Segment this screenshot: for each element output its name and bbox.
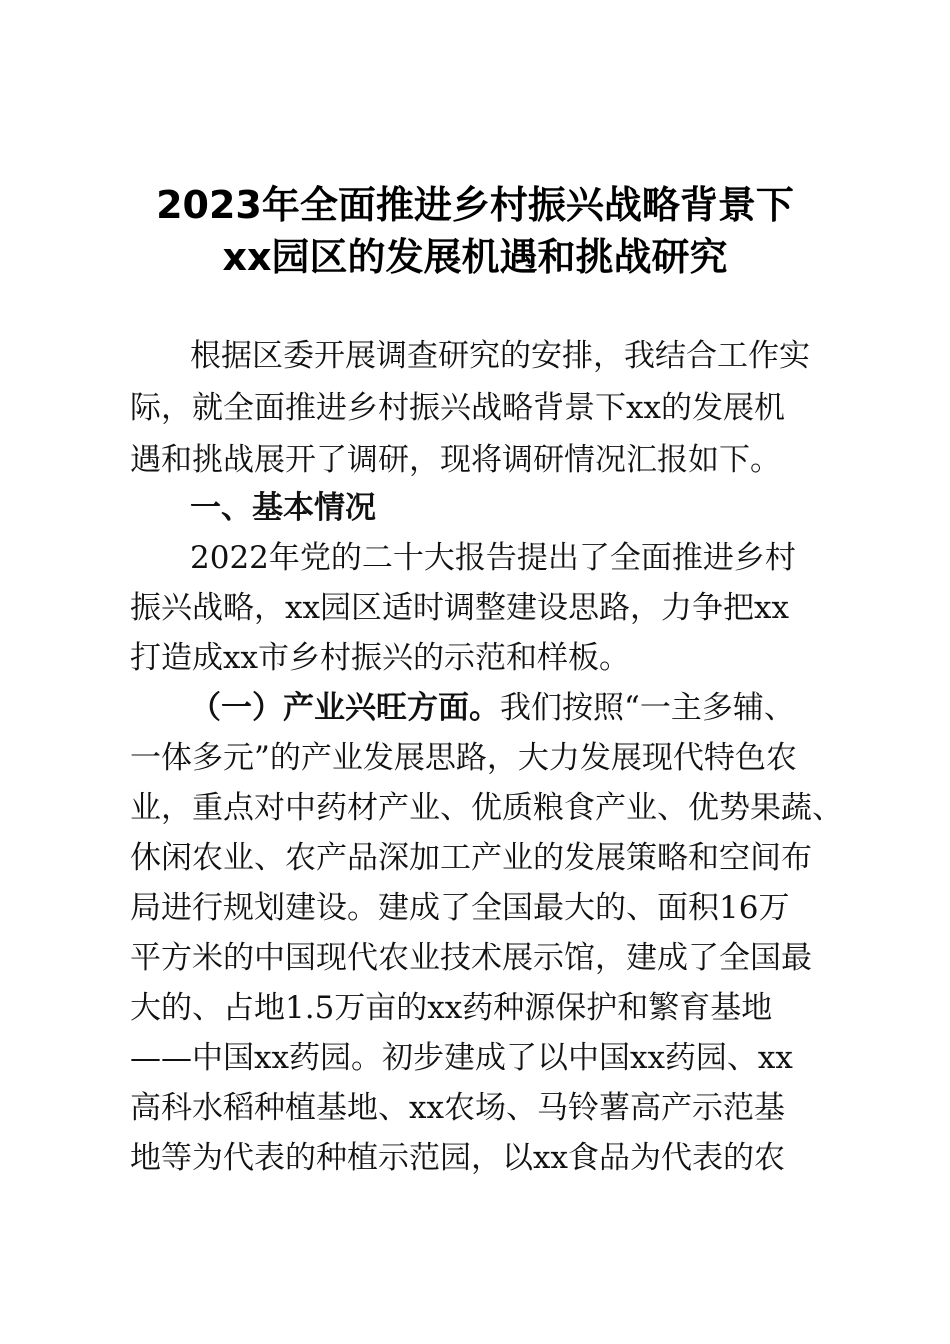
paragraph-text: 我们按照“一主多辅、 xyxy=(500,690,795,726)
paragraph-line: 际，就全面推进乡村振兴战略背景下xx的发展机 xyxy=(130,390,785,426)
paragraph-line: 地等为代表的种植示范园，以xx食品为代表的农 xyxy=(130,1140,785,1176)
paragraph-line: 根据区委开展调查研究的安排，我结合工作实 xyxy=(190,338,810,374)
paragraph-line: 振兴战略，xx园区适时调整建设思路，力争把xx xyxy=(130,590,789,626)
document-title-line-2: xx园区的发展机遇和挑战研究 xyxy=(222,235,728,279)
document-title-line-1: 2023年全面推进乡村振兴战略背景下 xyxy=(156,183,794,227)
paragraph-line xyxy=(190,682,830,734)
section-heading: 一、基本情况 xyxy=(190,490,376,526)
subsection-heading: （一）产业兴旺方面。 xyxy=(190,690,500,726)
paragraph-line: 局进行规划建设。建成了全国最大的、面积16万 xyxy=(130,890,790,926)
paragraph-line: 打造成xx市乡村振兴的示范和样板。 xyxy=(130,640,630,676)
paragraph-line: 大的、占地1.5万亩的xx药种源保护和繁育基地 xyxy=(130,990,773,1026)
paragraph-line: 一体多元”的产业发展思路，大力发展现代特色农 xyxy=(130,740,797,776)
paragraph-line: 平方米的中国现代农业技术展示馆，建成了全国最 xyxy=(130,940,812,976)
paragraph-line: 高科水稻种植基地、xx农场、马铃薯高产示范基 xyxy=(130,1090,785,1126)
paragraph-line: ——中国xx药园。初步建成了以中国xx药园、xx xyxy=(130,1040,793,1076)
paragraph-line: 2022年党的二十大报告提出了全面推进乡村 xyxy=(190,540,796,576)
paragraph-line: 业，重点对中药材产业、优质粮食产业、优势果蔬、 xyxy=(130,790,843,826)
paragraph-line: 遇和挑战展开了调研，现将调研情况汇报如下。 xyxy=(130,442,781,478)
paragraph-line: 休闲农业、农产品深加工产业的发展策略和空间布 xyxy=(130,840,812,876)
